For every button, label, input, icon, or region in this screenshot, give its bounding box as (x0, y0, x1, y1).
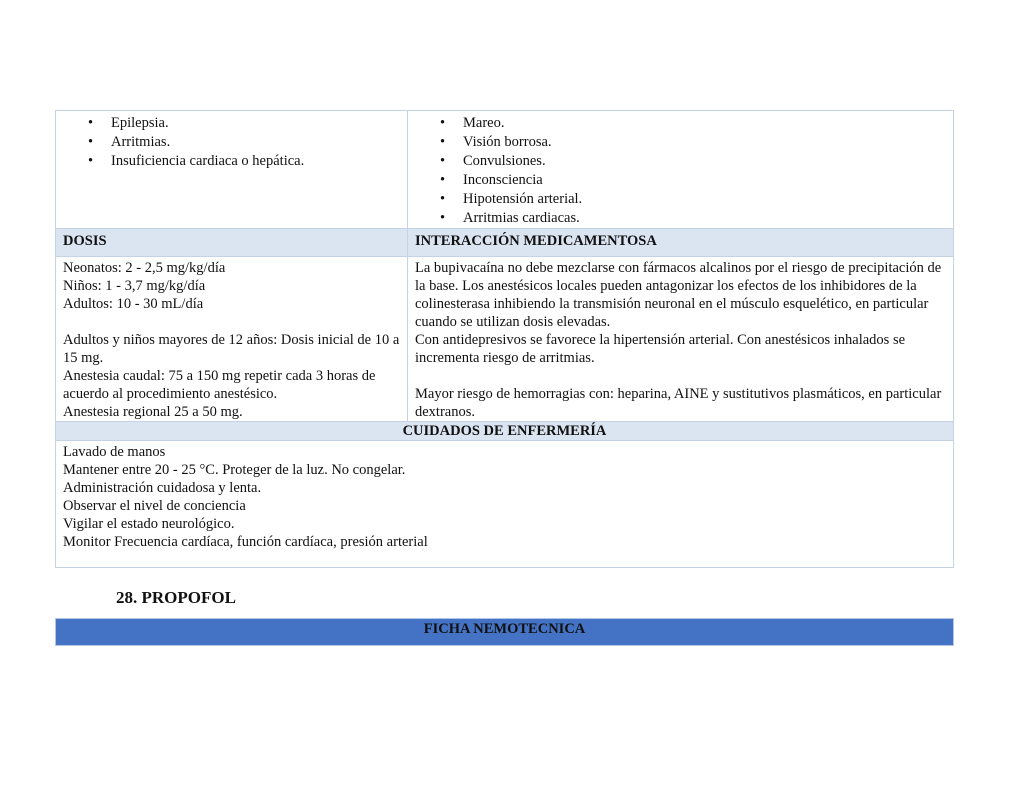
interaccion-paragraph: Mayor riesgo de hemorragias con: heparina, AINE y sustitutivos plasmáticos, en particular dextranos. (415, 386, 942, 420)
list-item: • Arritmias. (88, 134, 171, 150)
cuidados-line: Lavado de manos (63, 444, 166, 460)
bullet-icon: • (440, 115, 446, 131)
drug-info-table (55, 110, 954, 568)
list-item: • Inconsciencia (440, 172, 543, 188)
cuidados-header: CUIDADOS DE ENFERMERÍA (56, 422, 954, 441)
contraindications-list (63, 111, 400, 171)
cuidados-line: Observar el nivel de conciencia (63, 498, 246, 514)
bullet-icon: • (440, 172, 446, 188)
list-item: • Arritmias cardiacas. (440, 210, 580, 226)
dosis-line: Adultos y niños mayores de 12 años: Dosis inicial de 10 a 15 mg. (63, 332, 400, 366)
bullet-icon: • (88, 115, 94, 131)
bullet-icon: • (440, 191, 446, 207)
cuidados-line: Monitor Frecuencia cardíaca, función cardíaca, presión arterial (63, 534, 428, 550)
dosis-line: Neonatos: 2 - 2,5 mg/kg/día (63, 260, 226, 276)
cuidados-line: Vigilar el estado neurológico. (63, 516, 235, 532)
list-item: • Epilepsia. (88, 115, 169, 131)
table-row (56, 111, 954, 229)
list-item: • Insuficiencia cardiaca o hepática. (88, 153, 305, 169)
bullet-icon: • (440, 134, 446, 150)
contraindications-cell (56, 111, 408, 229)
table-header-row (56, 229, 954, 257)
dosis-header: DOSIS (56, 229, 408, 257)
bullet-icon: • (88, 153, 94, 169)
list-item: • Visión borrosa. (440, 134, 552, 150)
bullet-icon: • (88, 134, 94, 150)
bullet-icon: • (440, 153, 446, 169)
adverse-effects-cell (408, 111, 954, 229)
cuidados-line: Administración cuidadosa y lenta. (63, 480, 262, 496)
list-item: • Convulsiones. (440, 153, 546, 169)
dosis-cell (56, 257, 408, 422)
dosis-line: Adultos: 10 - 30 mL/día (63, 296, 204, 312)
interaccion-cell (408, 257, 954, 422)
table-row (56, 257, 954, 422)
ficha-header: FICHA NEMOTECNICA (55, 618, 954, 646)
section-title: 28. PROPOFOL (116, 588, 236, 607)
cuidados-cell (56, 441, 954, 568)
list-item: • Hipotensión arterial. (440, 191, 583, 207)
interaccion-paragraph: La bupivacaína no debe mezclarse con fármacos alcalinos por el riesgo de precipitación de la base. Los anestésicos locales pueden antagonizar los efectos de los inhibidores de la colinesterasa inhibiendo la transmisión neuronal en el músculo esquelético, en particular cuando se utilizan dosis elevadas. (415, 260, 942, 330)
table-row (56, 441, 954, 568)
cuidados-line: Mantener entre 20 - 25 °C. Proteger de la luz. No congelar. (63, 462, 406, 478)
dosis-line: Niños: 1 - 3,7 mg/kg/día (63, 278, 206, 294)
table-header-row (56, 422, 954, 441)
adverse-effects-list (415, 111, 946, 228)
bullet-icon: • (440, 210, 446, 226)
dosis-line: Anestesia caudal: 75 a 150 mg repetir cada 3 horas de acuerdo al procedimiento anestésico. (63, 368, 376, 402)
interaccion-paragraph: Con antidepresivos se favorece la hipertensión arterial. Con anestésicos inhalados se incrementa riesgo de arritmias. (415, 332, 906, 366)
interaccion-header: INTERACCIÓN MEDICAMENTOSA (408, 229, 954, 257)
dosis-line: Anestesia regional 25 a 50 mg. (63, 404, 243, 420)
list-item: • Mareo. (440, 115, 505, 131)
